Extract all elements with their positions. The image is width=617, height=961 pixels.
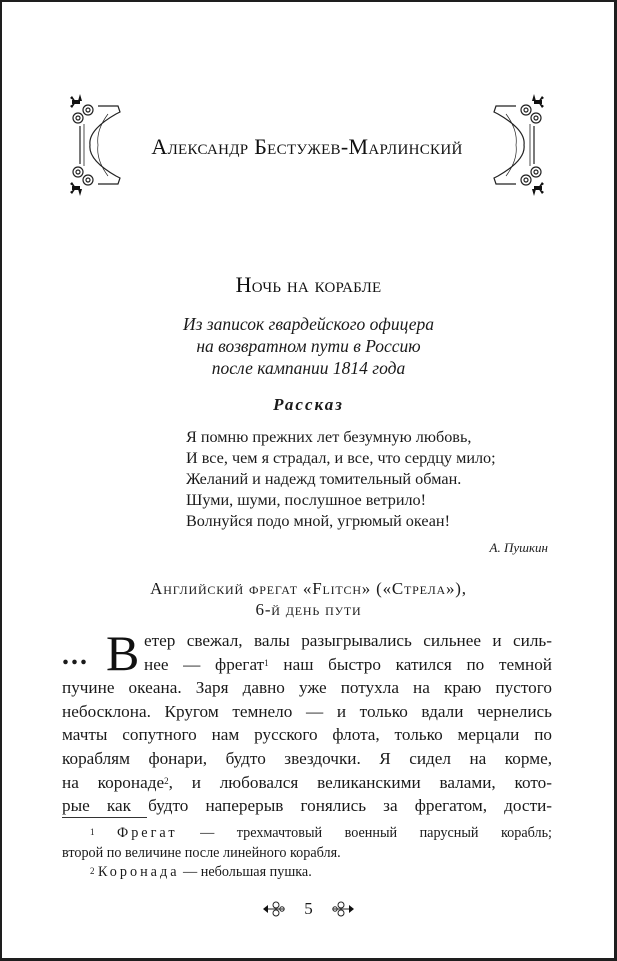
page-number: 5 xyxy=(304,899,313,919)
body-line: пучине океана. Заря давно уже потухла на краю пустого xyxy=(62,678,552,698)
body-text-fragment: , и любовался великанскими валами, кото- xyxy=(168,772,552,792)
footnote-divider xyxy=(62,817,147,818)
body-line: кораблям фонари, будто звездочки. Я сидел на корме, xyxy=(62,748,552,768)
footnote-text: — трехмачтовый военный парусный корабль; xyxy=(177,825,552,841)
epigraph-line: Волнуйся подо мной, угрюмый океан! xyxy=(186,512,450,530)
footnote-ref-1[interactable]: 1 xyxy=(264,657,269,668)
body-text xyxy=(62,625,552,818)
body-line: рые как будто наперерыв гонялись за фрегатом, дости- xyxy=(62,796,552,816)
chapter-heading-line: Английский фрегат «Flitch» («Стрела»), xyxy=(150,579,467,598)
footnote-number: 2 xyxy=(90,866,95,876)
subtitle-line: на возвратном пути в Россию xyxy=(196,336,421,356)
epigraph-line: И все, чем я страдал, и все, что сердцу мило; xyxy=(186,449,496,467)
footnote-number: 1 xyxy=(90,827,95,837)
page-footer xyxy=(0,898,617,919)
footnote-text: — небольшая пушка. xyxy=(179,864,312,880)
fleuron-left-icon xyxy=(262,901,288,917)
body-line: етер свежал, валы разыгрывались сильнее и силь- xyxy=(144,631,552,650)
epigraph-line: Я помню прежних лет безумную любовь, xyxy=(186,428,472,446)
subtitle-line: Из записок гвардейского офицера xyxy=(182,314,435,334)
subtitle-line: после кампании 1814 года xyxy=(211,358,406,378)
author-header-frame xyxy=(68,92,546,198)
epigraph-author: А. Пушкин xyxy=(489,540,548,555)
body-text-fragment: на коронаде xyxy=(62,772,165,792)
body-line xyxy=(62,771,552,795)
footnotes xyxy=(62,824,552,883)
opening-ellipsis: ... xyxy=(62,640,89,671)
footnote-term: Коронада xyxy=(98,864,180,880)
story-subtitle xyxy=(0,313,617,379)
epigraph xyxy=(186,427,496,532)
body-text-fragment: нее — фрегат xyxy=(144,654,265,674)
body-text-fragment: наш быстро катился по темной xyxy=(268,654,552,674)
epigraph-line: Шуми, шуми, послушное ветрило! xyxy=(186,491,427,509)
epigraph-line: Желаний и надежд томительный обман. xyxy=(186,470,462,488)
author-name: Александр Бестужев-Марлинский xyxy=(151,134,463,159)
fleuron-right-icon xyxy=(329,901,355,917)
drop-cap: В xyxy=(106,625,140,681)
genre-label: Рассказ xyxy=(273,395,344,414)
footnote-1 xyxy=(62,824,552,844)
footnote-term: Фрегат xyxy=(117,825,178,841)
body-line: небосклона. Кругом темнело — и только вдали чернелись xyxy=(62,701,552,721)
footnote-ref-2[interactable]: 2 xyxy=(164,775,169,786)
footnote-2 xyxy=(62,863,552,883)
footnote-1-continuation: второй по величине после линейного корабля. xyxy=(62,844,341,861)
chapter-heading xyxy=(0,578,617,620)
story-title: Ночь на корабле xyxy=(235,272,382,297)
chapter-heading-line: 6-й день пути xyxy=(255,600,362,619)
body-line: мачты сопутного нам русского флота, только мерцали по xyxy=(62,725,552,745)
